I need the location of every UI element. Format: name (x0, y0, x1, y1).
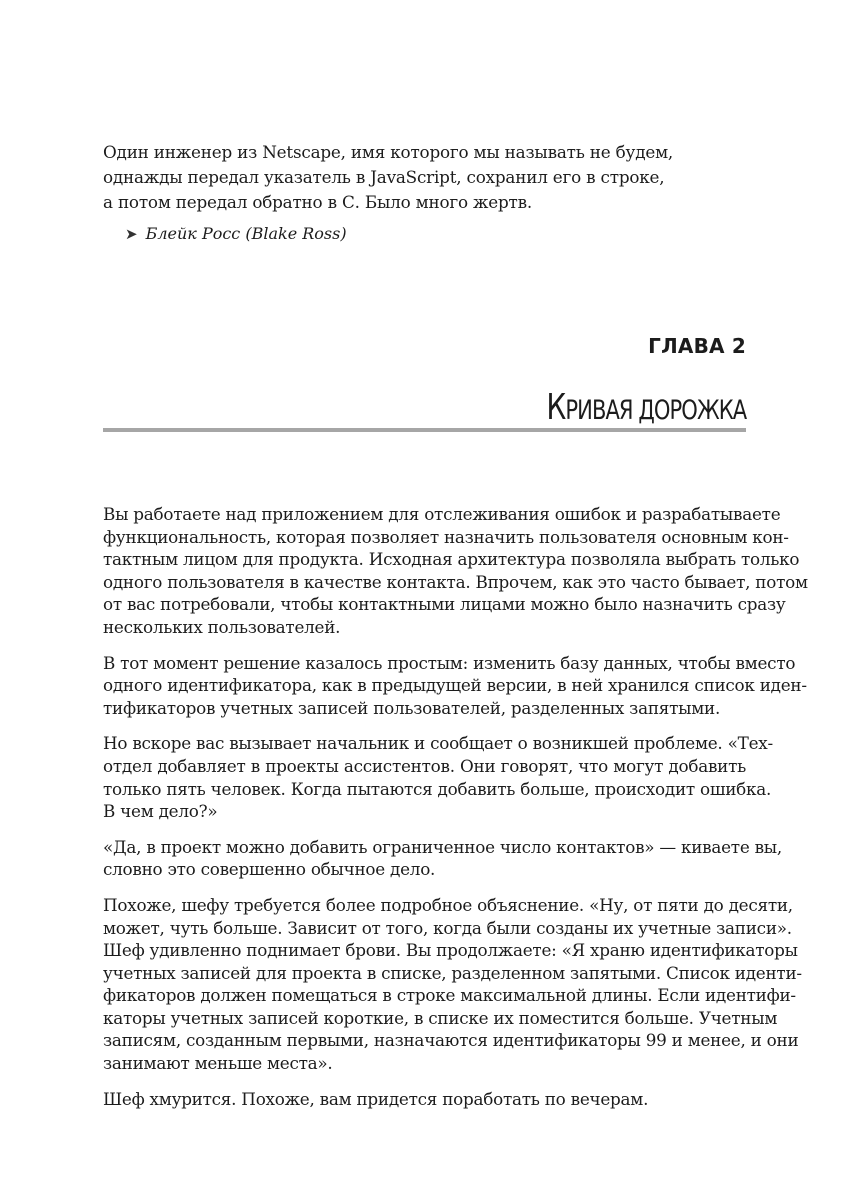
attribution-text: Блейк Росс (Blake Ross) (145, 224, 347, 243)
paragraph (103, 732, 773, 822)
text-line: Вы работаете над приложением для отслеживания ошибок и разрабатываете (103, 504, 781, 524)
text-line: одного идентификатора, как в предыдущей версии, в ней хранился список иден- (103, 675, 807, 696)
text-line: занимают меньше места». (103, 1053, 333, 1074)
paragraph (103, 894, 802, 1075)
chapter-label: ГЛАВА 2 (648, 334, 746, 358)
text-line: одного пользователя в качестве контакта. Впрочем, как это часто бывает, потом (103, 571, 808, 592)
text-line: фикаторов должен помещаться в строке максимальной длины. Если идентифи- (103, 985, 796, 1006)
arrow-icon: ➤ (125, 225, 138, 243)
chapter-title-rest: РИВАЯ ДОРОЖКА (565, 395, 746, 426)
epigraph-line: а потом передал обратно в С. Было много жертв. (103, 192, 533, 212)
epigraph-line: Один инженер из Netscape, имя которого мы называть не будем, (103, 142, 674, 162)
text-line: отдел добавляет в проекты ассистентов. Они говорят, что могут добавить (103, 755, 746, 776)
text-line: В чем дело?» (103, 801, 218, 822)
text-line: В тот момент решение казалось простым: изменить базу данных, чтобы вместо (103, 652, 796, 673)
text-line: «Да, в проект можно добавить ограниченное число контактов» — киваете вы, (103, 836, 782, 857)
text-line: Но вскоре вас вызывает начальник и сообщает о возникшей проблеме. «Тех- (103, 733, 773, 754)
chapter-divider (103, 428, 746, 432)
text-line: тактным лицом для продукта. Исходная архитектура позволяла выбрать только (103, 549, 800, 570)
epigraph-attribution (103, 222, 663, 246)
chapter-title-initial: К (546, 387, 566, 428)
text-line: функциональность, которая позволяет назначить пользователя основным кон- (103, 526, 789, 547)
paragraph (103, 1088, 746, 1111)
text-line: тификаторов учетных записей пользователей, разделенных запятыми. (103, 697, 721, 718)
chapter-title (546, 386, 746, 433)
text-line: Шеф хмурится. Похоже, вам придется поработать по вечерам. (103, 1088, 649, 1109)
epigraph-line: однажды передал указатель в JavaScript, сохранил его в строке, (103, 167, 665, 187)
paragraph (103, 652, 807, 720)
text-line: Похоже, шефу требуется более подробное объяснение. «Ну, от пяти до десяти, (103, 894, 793, 915)
paragraph (103, 503, 808, 639)
text-line: только пять человек. Когда пытаются добавить больше, происходит ошибка. (103, 778, 772, 799)
text-line: каторы учетных записей короткие, в списке их поместится больше. Учетным (103, 1007, 778, 1028)
text-line: может, чуть больше. Зависит от того, когда были созданы их учетные записи». (103, 917, 792, 938)
paragraph (103, 836, 782, 881)
text-line: учетных записей для проекта в списке, разделенном запятыми. Список иденти- (103, 962, 802, 983)
text-line: словно это совершенно обычное дело. (103, 859, 436, 880)
text-line: Шеф удивленно поднимает брови. Вы продолжаете: «Я храню идентификаторы (103, 940, 798, 961)
text-line: нескольких пользователей. (103, 616, 341, 637)
text-line: от вас потребовали, чтобы контактными лицами можно было назначить сразу (103, 594, 786, 615)
epigraph (103, 140, 674, 246)
text-line: записям, созданным первыми, назначаются идентификаторы 99 и менее, и они (103, 1030, 799, 1051)
chapter-body (103, 503, 808, 1123)
